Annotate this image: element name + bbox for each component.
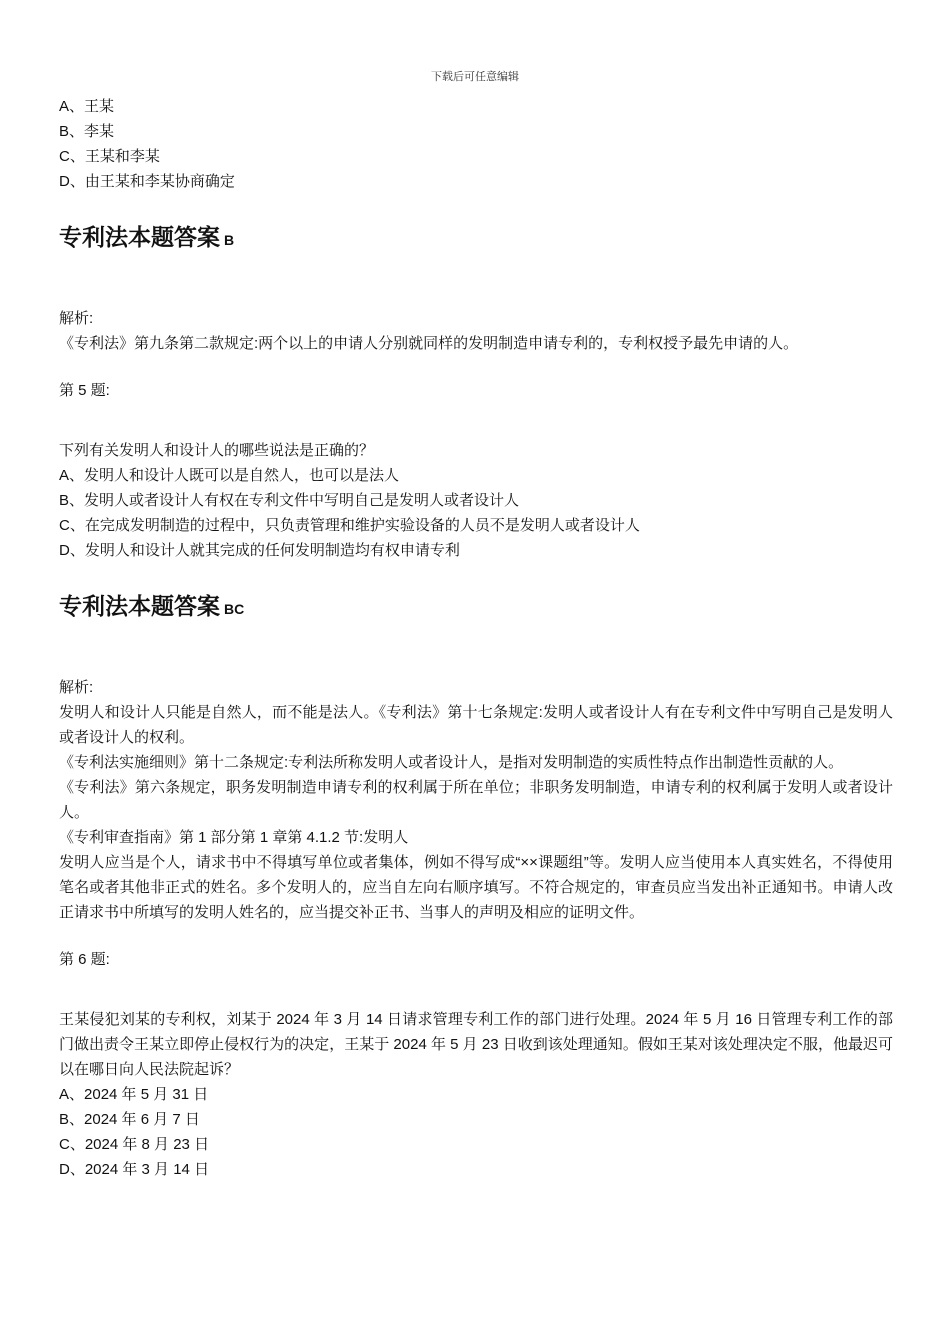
analysis-paragraph: 发明人应当是个人，请求书中不得填写单位或者集体，例如不得写成“××课题组”等。发明人应当使用本人真实姓名，不得使用笔名或者其他非正式的姓名。多个发明人的，应当自左向右顺序填写。不符合规定的，审查员应当发出补正通知书。申请人改正请求书中所填写的发明人姓名的，应当提交补正书、当事人的声明及相应的证明文件。 (59, 854, 893, 921)
document-body (59, 94, 893, 1182)
analysis-label: 解析: (59, 310, 94, 327)
option-d: D、由王某和李某协商确定 (59, 173, 235, 190)
analysis-paragraph: 《专利法》第六条规定，职务发明制造申请专利的权利属于所在单位；非职务发明制造，申请专利的权利属于发明人或者设计人。 (59, 779, 893, 821)
analysis-paragraph: 《专利审查指南》第 1 部分第 1 章第 4.1.2 节:发明人 (59, 829, 409, 846)
analysis-paragraph: 《专利法实施细则》第十二条规定:专利法所称发明人或者设计人，是指对发明制造的实质性特点作出制造性贡献的人。 (59, 754, 844, 771)
analysis-label: 解析: (59, 679, 94, 696)
answer-value: B (224, 232, 235, 248)
question-text: 下列有关发明人和设计人的哪些说法是正确的？ (59, 442, 375, 459)
answer-heading (59, 221, 893, 256)
option-a: A、发明人和设计人既可以是自然人，也可以是法人 (59, 467, 400, 484)
option-a: A、王某 (59, 98, 115, 115)
option-b: B、2024 年 6 月 7 日 (59, 1111, 200, 1128)
answer-heading (59, 590, 893, 625)
option-d: D、2024 年 3 月 14 日 (59, 1161, 210, 1178)
option-d: D、发明人和设计人就其完成的任何发明制造均有权申请专利 (59, 542, 460, 559)
option-a: A、2024 年 5 月 31 日 (59, 1086, 209, 1103)
answer-value: BC (224, 601, 245, 617)
previous-question-options (59, 94, 893, 194)
option-c: C、在完成发明制造的过程中，只负责管理和维护实验设备的人员不是发明人或者设计人 (59, 517, 640, 534)
question-text: 王某侵犯刘某的专利权，刘某于 2024 年 3 月 14 日请求管理专利工作的部门进行处理。2024 年 5 月 16 日管理专利工作的部门做出责令王某立即停止侵权行为的决定，王某于 2024 年 5 月 23 日收到该处理通知。假如王某对该处理决定不服，他最迟可以在哪日向人民法院起诉？ (59, 1011, 893, 1078)
analysis-paragraph: 发明人和设计人只能是自然人，而不能是法人。《专利法》第十七条规定:发明人或者设计人有在专利文件中写明自己是发明人或者设计人的权利。 (59, 704, 893, 746)
answer-heading-text: 专利法本题答案 (59, 224, 220, 250)
question-title: 第 5 题: (59, 382, 110, 399)
answer-heading-text: 专利法本题答案 (59, 593, 220, 619)
question-title: 第 6 题: (59, 951, 110, 968)
option-c: C、王某和李某 (59, 148, 160, 165)
option-c: C、2024 年 8 月 23 日 (59, 1136, 210, 1153)
option-b: B、李某 (59, 123, 115, 140)
analysis-paragraph: 《专利法》第九条第二款规定:两个以上的申请人分别就同样的发明制造申请专利的，专利权授予最先申请的人。 (59, 335, 799, 352)
page-header: 下载后可任意编辑 (431, 71, 519, 83)
option-b: B、发明人或者设计人有权在专利文件中写明自己是发明人或者设计人 (59, 492, 520, 509)
